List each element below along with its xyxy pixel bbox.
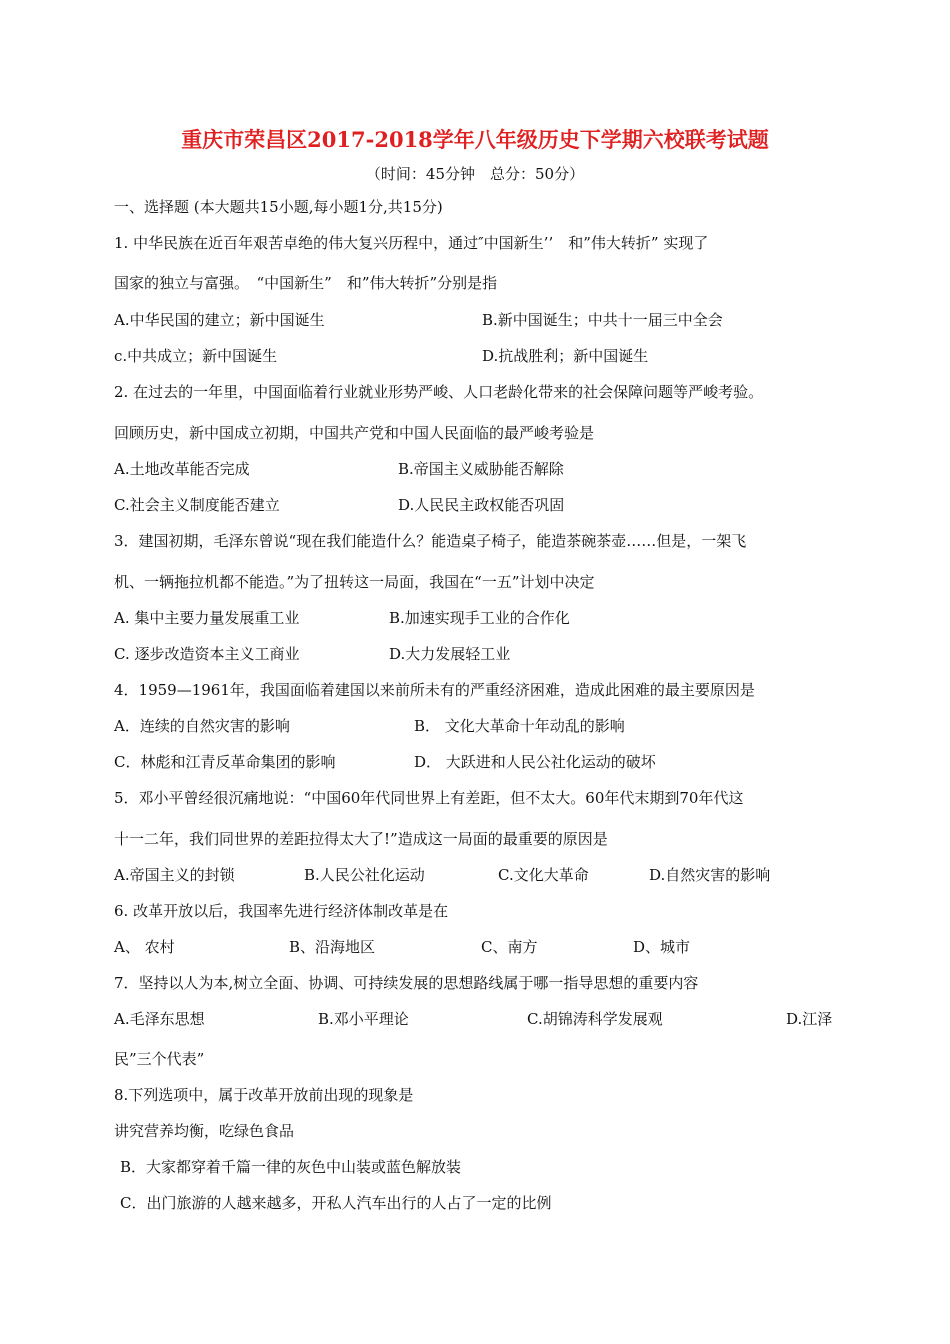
question-5-option-b: B.人民公社化运动 bbox=[304, 866, 425, 884]
question-3-option-b: B.加速实现手工业的合作化 bbox=[389, 609, 570, 627]
question-5-stem-cont: 十一二年，我们同世界的差距拉得太大了!”造成这一局面的最重要的原因是 bbox=[114, 830, 608, 848]
question-2-option-b: B.帝国主义威胁能否解除 bbox=[398, 460, 564, 478]
question-1-option-a: A.中华民国的建立；新中国诞生 bbox=[114, 311, 325, 329]
question-6-option-a: A、 农村 bbox=[114, 938, 175, 956]
question-3-option-c: C. 逐步改造资本主义工商业 bbox=[114, 645, 300, 663]
question-2-stem-cont: 回顾历史，新中国成立初期，中国共产党和中国人民面临的最严峻考验是 bbox=[114, 424, 595, 442]
question-2-option-d: D.人民民主政权能否巩固 bbox=[398, 496, 565, 514]
question-7-option-d: D.江泽 bbox=[786, 1010, 833, 1028]
question-3-stem-cont: 机、一辆拖拉机都不能造。”为了扭转这一局面，我国在“一五”计划中决定 bbox=[114, 573, 595, 591]
question-7-option-c: C.胡锦涛科学发展观 bbox=[527, 1010, 663, 1028]
question-3-option-a: A. 集中主要力量发展重工业 bbox=[114, 609, 300, 627]
question-1-option-d: D.抗战胜利；新中国诞生 bbox=[482, 347, 649, 365]
question-6-option-c: C、南方 bbox=[481, 938, 538, 956]
question-7-option-a: A.毛泽东思想 bbox=[114, 1010, 205, 1028]
question-5-option-c: C.文化大革命 bbox=[498, 866, 589, 884]
question-8-option-a: 讲究营养均衡，吃绿色食品 bbox=[114, 1122, 295, 1140]
question-8-option-b: B．大家都穿着千篇一律的灰色中山装或蓝色解放装 bbox=[120, 1158, 462, 1176]
question-5-option-d: D.自然灾害的影响 bbox=[649, 866, 771, 884]
question-4-option-d: D． 大跃进和人民公社化运动的破坏 bbox=[414, 753, 656, 771]
question-6-option-d: D、城市 bbox=[633, 938, 691, 956]
question-2-stem: 2. 在过去的一年里，中国面临着行业就业形势严峻、人口老龄化带来的社会保障问题等严峻考验。 bbox=[114, 383, 764, 401]
exam-title: 重庆市荣昌区2017-2018学年八年级历史下学期六校联考试题 bbox=[181, 127, 769, 152]
question-4-option-c: C．林彪和江青反革命集团的影响 bbox=[114, 753, 336, 771]
question-1-option-b: B.新中国诞生；中共十一届三中全会 bbox=[482, 311, 723, 329]
question-8-stem: 8.下列选项中，属于改革开放前出现的现象是 bbox=[114, 1086, 414, 1104]
question-4-option-a: A．连续的自然灾害的影响 bbox=[114, 717, 290, 735]
section-heading: 一、选择题 (本大题共15小题,每小题1分,共15分) bbox=[114, 198, 443, 216]
question-6-stem: 6. 改革开放以后，我国率先进行经济体制改革是在 bbox=[114, 902, 449, 920]
exam-subtitle: （时间：45分钟 总分：50分） bbox=[365, 165, 585, 183]
question-4-option-b: B． 文化大革命十年动乱的影响 bbox=[414, 717, 625, 735]
question-7-option-d-cont: 民”三个代表” bbox=[114, 1050, 205, 1068]
question-7-option-b: B.邓小平理论 bbox=[318, 1010, 409, 1028]
question-4-stem: 4．1959—1961年，我国面临着建国以来前所未有的严重经济困难，造成此困难的最主要原因是 bbox=[114, 681, 755, 699]
question-8-option-c: C．出门旅游的人越来越多，开私人汽车出行的人占了一定的比例 bbox=[120, 1194, 552, 1212]
question-3-stem: 3．建国初期，毛泽东曾说“现在我们能造什么？能造桌子椅子，能造茶碗茶壶……但是，一架飞 bbox=[114, 532, 747, 550]
question-1-stem: 1. 中华民族在近百年艰苦卓绝的伟大复兴历程中，通过″中国新生’’ 和”伟大转折” 实现了 bbox=[114, 234, 709, 252]
question-2-option-a: A.土地改革能否完成 bbox=[114, 460, 250, 478]
question-5-option-a: A.帝国主义的封锁 bbox=[114, 866, 235, 884]
question-6-option-b: B、沿海地区 bbox=[289, 938, 376, 956]
question-3-option-d: D.大力发展轻工业 bbox=[389, 645, 511, 663]
question-2-option-c: C.社会主义制度能否建立 bbox=[114, 496, 280, 514]
question-1-stem-cont: 国家的独立与富强。 “中国新生” 和”伟大转折”分别是指 bbox=[114, 274, 498, 292]
question-5-stem: 5．邓小平曾经很沉痛地说：“中国60年代同世界上有差距，但不太大。60年代末期到70年代这 bbox=[114, 789, 744, 807]
question-7-stem: 7．坚持以人为本,树立全面、协调、可持续发展的思想路线属于哪一指导思想的重要内容 bbox=[114, 974, 699, 992]
question-1-option-c: c.中共成立；新中国诞生 bbox=[114, 347, 278, 365]
